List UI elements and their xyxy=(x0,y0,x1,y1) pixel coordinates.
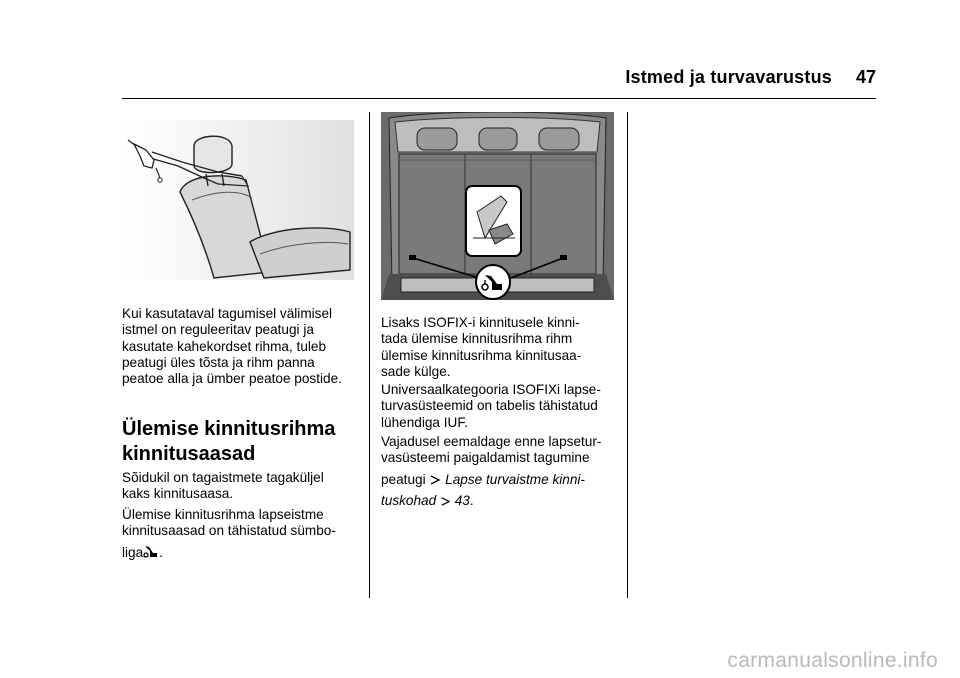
section-heading xyxy=(122,417,335,467)
text-line: lühendiga IUF. xyxy=(381,414,468,430)
text-line: tada ülemise kinnitusrihma rihm xyxy=(381,331,573,347)
text-line: peatoe alla ja ümber peatoe postide. xyxy=(122,371,342,387)
text-line xyxy=(122,545,336,561)
text-line: Universaalkategooria ISOFIXi lapse- xyxy=(381,382,601,397)
cross-reference-page[interactable]: 43 xyxy=(454,492,470,508)
text-line xyxy=(381,472,601,488)
cargo-area-tether-illustration xyxy=(381,112,614,300)
text-fragment: . xyxy=(159,544,163,560)
tether-anchor-symbol-icon xyxy=(143,545,159,559)
text-line: Lisaks ISOFIX-i kinnitusele kinni- xyxy=(381,315,580,330)
middle-paragraph-3 xyxy=(381,434,601,509)
text-line xyxy=(381,493,601,509)
text-line: ülemise kinnitusrihma kinnitusaa- xyxy=(381,347,582,363)
page-header-title: Istmed ja turvavarustus xyxy=(625,67,832,87)
text-fragment: . xyxy=(469,492,474,508)
text-line: sade külge. xyxy=(381,363,451,379)
left-paragraph-3 xyxy=(122,507,336,561)
text-line: turvasüsteemid on tabelis tähistatud xyxy=(381,398,598,414)
text-line: kasutate kahekordset rihma, tuleb xyxy=(122,338,327,354)
cross-reference-arrow-icon xyxy=(440,496,451,507)
text-line: kaks kinnitusaasa. xyxy=(122,486,234,502)
text-line: peatugi üles tõsta ja rihm panna xyxy=(122,354,315,370)
text-fragment: peatugi xyxy=(381,471,426,487)
page-number: 47 xyxy=(855,67,876,87)
header-rule xyxy=(122,98,876,99)
middle-paragraph-2 xyxy=(381,382,601,431)
text-line: Vajadusel eemaldage enne lapsetur- xyxy=(381,434,602,449)
text-line: istmel on reguleeritav peatugi ja xyxy=(122,322,314,338)
text-fragment: liga xyxy=(122,544,144,560)
heading-line: kinnitusaasad xyxy=(122,443,256,465)
text-line: Kui kasutataval tagumisel välimisel xyxy=(122,306,333,321)
column-divider-2 xyxy=(627,112,628,598)
text-line: Sõidukil on tagaistmete tagaküljel xyxy=(122,470,324,485)
left-paragraph-2 xyxy=(122,470,324,503)
heading-line: Ülemise kinnitusrihma xyxy=(122,418,336,440)
left-paragraph-1 xyxy=(122,306,342,387)
cross-reference-arrow-icon xyxy=(429,474,441,486)
seat-strap-illustration xyxy=(122,120,354,280)
middle-paragraph-1 xyxy=(381,315,581,380)
cross-reference-link-continued[interactable]: tuskohad xyxy=(381,492,437,508)
cross-reference-link[interactable]: Lapse turvaistme kinni- xyxy=(445,471,585,487)
text-line: vasüsteemi paigaldamist tagumine xyxy=(381,450,590,466)
text-line: Ülemise kinnitusrihma lapseistme xyxy=(122,507,324,522)
column-divider-1 xyxy=(369,112,370,598)
watermark: carmanualsonline.info xyxy=(727,649,938,672)
text-line: kinnitusaasad on tähistatud sümbo- xyxy=(122,523,336,539)
